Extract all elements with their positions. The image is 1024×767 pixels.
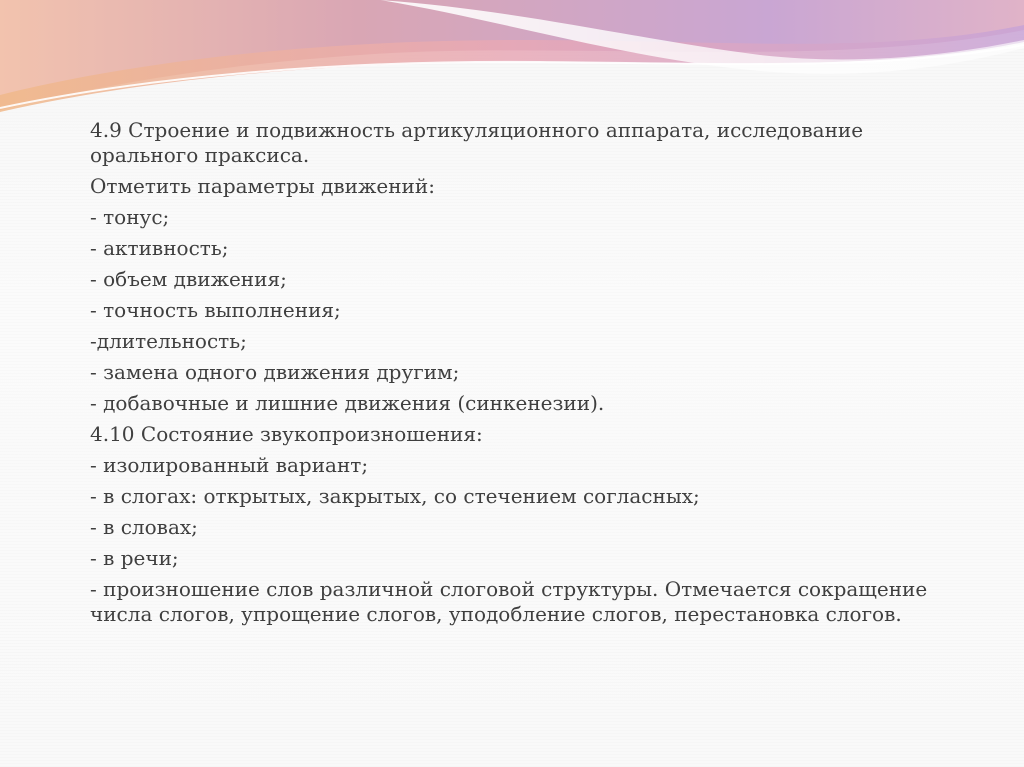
list-intro: Отметить параметры движений: xyxy=(90,174,435,198)
list-item: - добавочные и лишние движения (синкенезии). xyxy=(90,391,605,415)
slide-body xyxy=(90,118,970,627)
list-item: - изолированный вариант; xyxy=(90,453,369,477)
section-heading-4-9: 4.9 Строение и подвижность артикуляционного аппарата, исследование орального праксиса. xyxy=(90,118,864,167)
list-item: - произношение слов различной слоговой структуры. Отмечается сокращение числа слогов, упрощение слогов, уподобление слогов, перестановка слогов. xyxy=(90,577,928,626)
list-item: - объем движения; xyxy=(90,267,287,291)
list-item: - в речи; xyxy=(90,546,179,570)
list-item: - точность выполнения; xyxy=(90,298,341,322)
decorative-wave-banner xyxy=(0,0,1024,130)
list-item: - замена одного движения другим; xyxy=(90,360,460,384)
list-item: - тонус; xyxy=(90,205,170,229)
list-item: -длительность; xyxy=(90,329,247,353)
list-item: - в словах; xyxy=(90,515,198,539)
section-heading-4-10: 4.10 Состояние звукопроизношения: xyxy=(90,422,483,446)
list-item: - активность; xyxy=(90,236,229,260)
list-item: - в слогах: открытых, закрытых, со стечением согласных; xyxy=(90,484,700,508)
